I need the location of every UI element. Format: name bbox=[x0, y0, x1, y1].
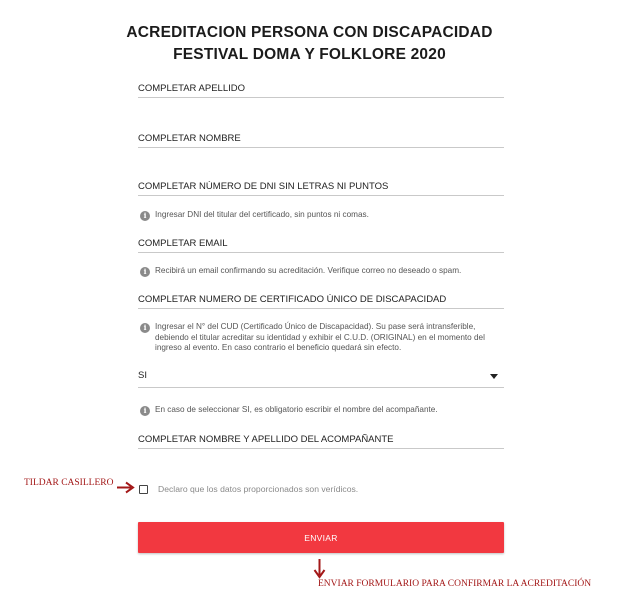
apellido-field[interactable] bbox=[138, 81, 504, 98]
dni-hint-text: Ingresar DNI del titular del certificado, sin puntos ni comas. bbox=[155, 210, 369, 219]
dni-field[interactable] bbox=[138, 179, 504, 196]
companion-hint-text: En caso de seleccionar SI, es obligatorio escribir el nombre del acompañante. bbox=[155, 405, 438, 414]
nombre-field[interactable] bbox=[138, 131, 504, 148]
submit-button[interactable]: ENVIAR bbox=[138, 522, 504, 553]
chevron-down-icon[interactable] bbox=[490, 374, 498, 379]
apellido-input[interactable] bbox=[138, 81, 504, 97]
companion-select[interactable] bbox=[138, 366, 504, 388]
title-line-1: ACREDITACION PERSONA CON DISCAPACIDAD bbox=[126, 24, 493, 41]
info-icon: i bbox=[140, 267, 150, 277]
email-input[interactable] bbox=[138, 236, 504, 252]
cud-hint-text: Ingresar el N° del CUD (Certificado Único de Discapacidad). Su pase será intransferible, debiendo el titular acreditar su identidad y exhibir el C.U.D. (ORIGINAL) en el momento del ingreso al evento. En caso contrario el beneficio quedará sin efecto. bbox=[155, 322, 485, 352]
arrow-down-icon bbox=[313, 558, 326, 580]
info-icon: i bbox=[140, 323, 150, 333]
checkbox-annotation: TILDAR CASILLERO bbox=[24, 478, 114, 488]
submit-annotation: ENVIAR FORMULARIO PARA CONFIRMAR LA ACREDITACIÓN bbox=[318, 579, 592, 589]
page-title bbox=[0, 22, 619, 66]
title-line-2: FESTIVAL DOMA Y FOLKLORE 2020 bbox=[173, 46, 446, 63]
info-icon: i bbox=[140, 211, 150, 221]
arrow-right-icon bbox=[116, 481, 136, 494]
email-hint bbox=[140, 266, 502, 277]
info-icon: i bbox=[140, 406, 150, 416]
companion-hint bbox=[140, 405, 502, 416]
declaration-checkbox[interactable] bbox=[139, 485, 148, 494]
declaration-label: Declaro que los datos proporcionados son verídicos. bbox=[158, 484, 359, 494]
dni-hint bbox=[140, 210, 502, 221]
cud-input[interactable] bbox=[138, 292, 504, 308]
dni-input[interactable] bbox=[138, 179, 504, 195]
email-hint-text: Recibirá un email confirmando su acreditación. Verifique correo no deseado o spam. bbox=[155, 266, 462, 275]
companion-select-value: SI bbox=[138, 370, 147, 381]
cud-hint bbox=[140, 322, 502, 354]
companion-name-field[interactable] bbox=[138, 432, 504, 449]
companion-name-input[interactable] bbox=[138, 432, 504, 448]
nombre-input[interactable] bbox=[138, 131, 504, 147]
cud-field[interactable] bbox=[138, 292, 504, 309]
email-field[interactable] bbox=[138, 236, 504, 253]
declaration-row[interactable] bbox=[139, 482, 358, 496]
